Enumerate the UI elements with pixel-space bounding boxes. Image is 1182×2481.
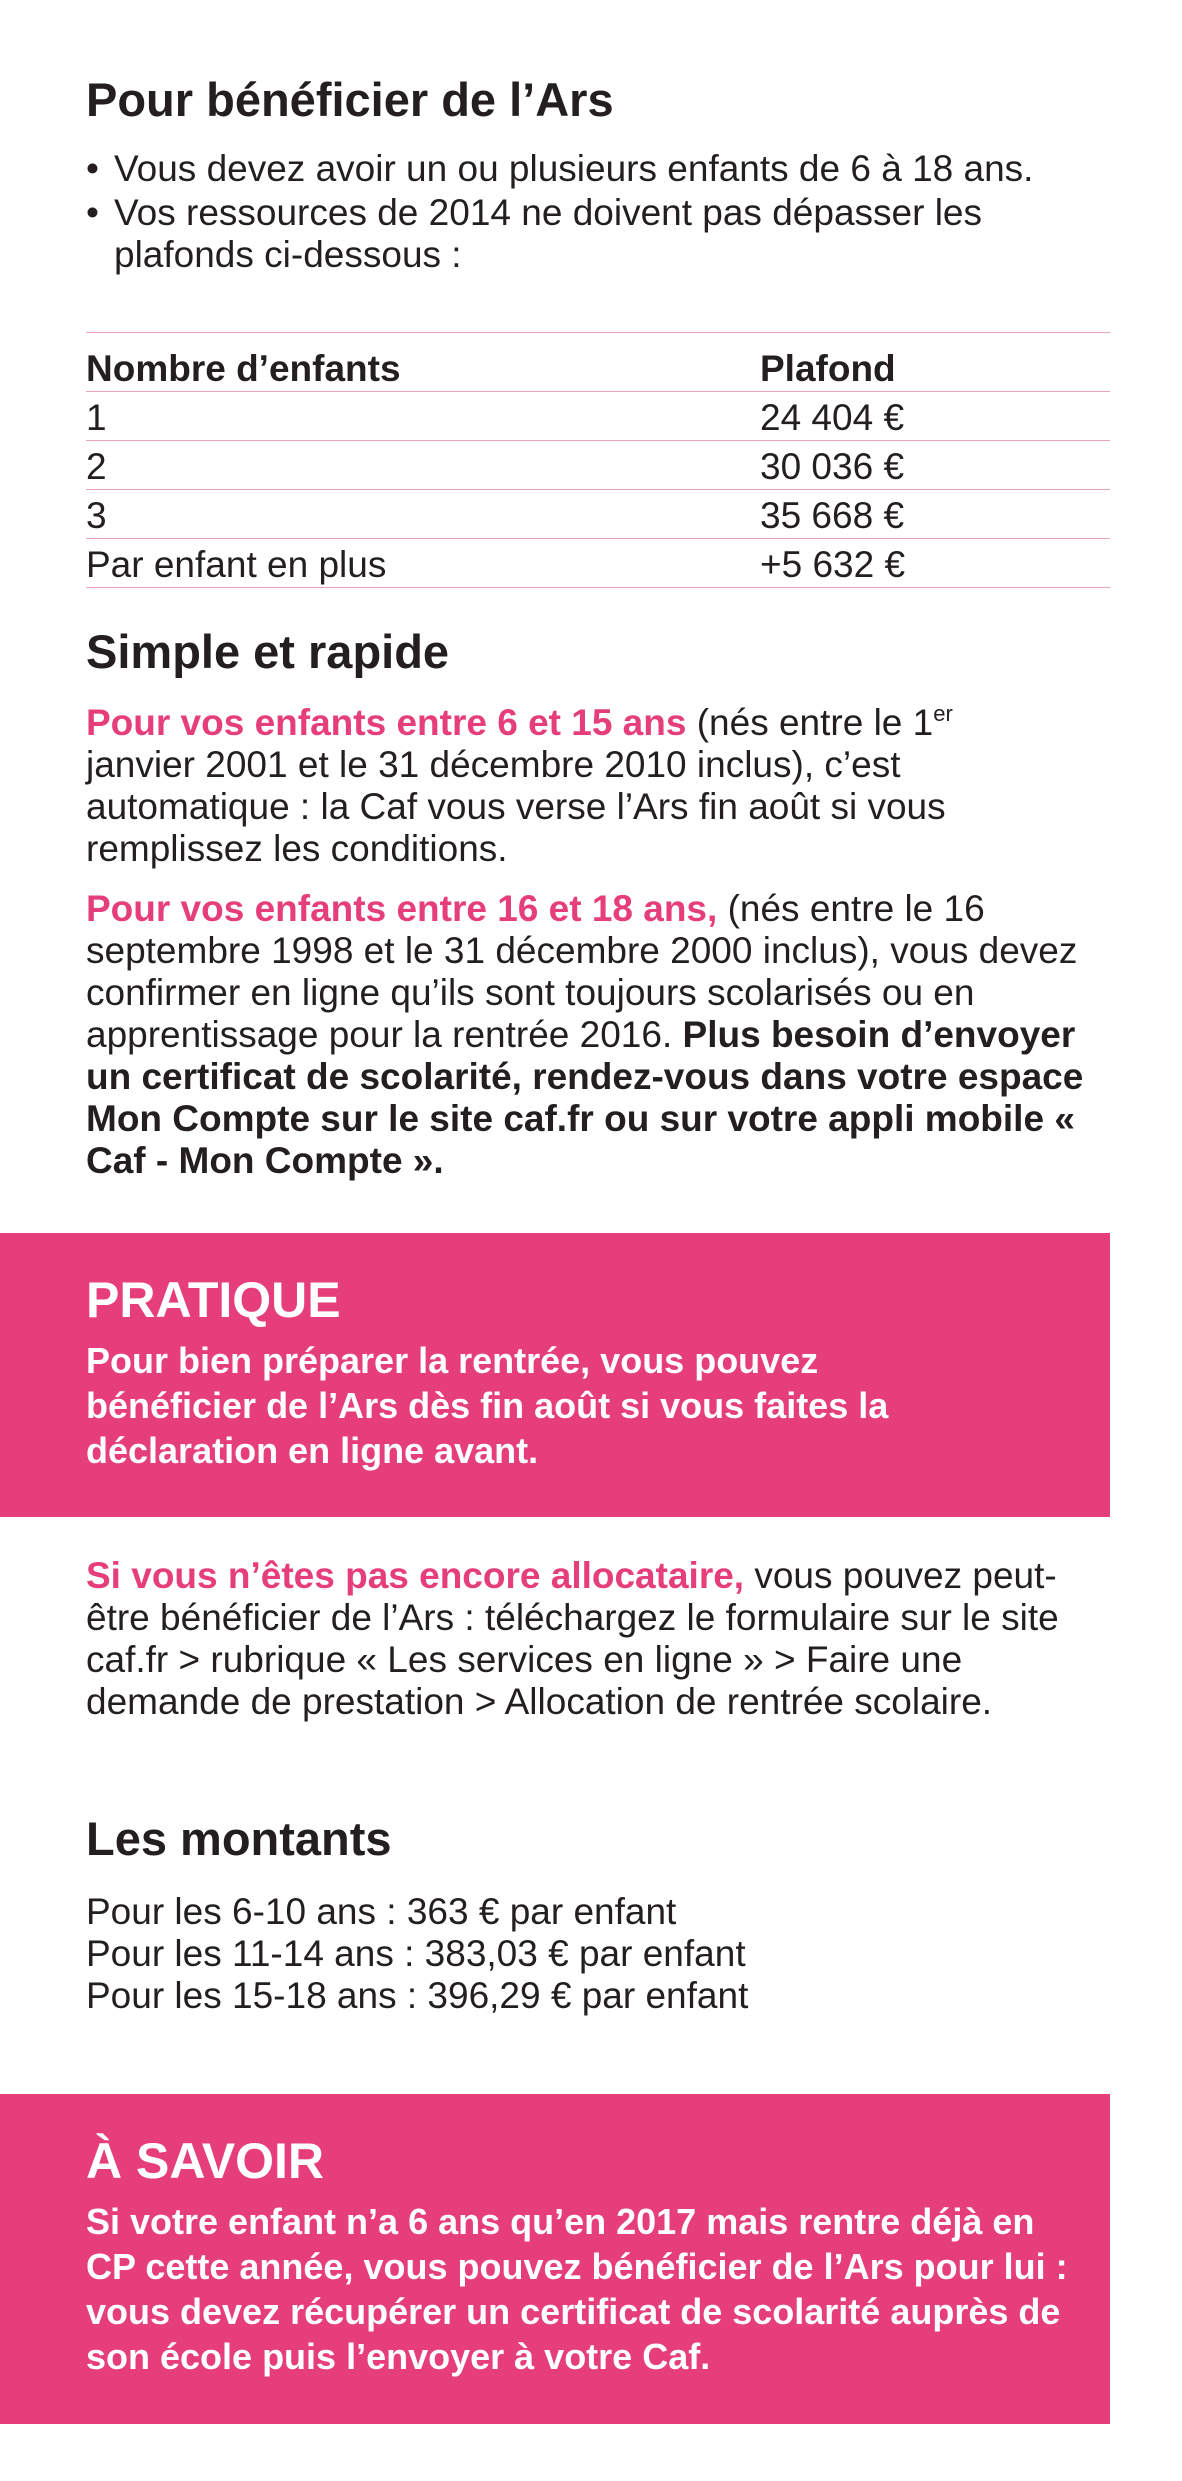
table-cell: Par enfant en plus: [86, 539, 760, 588]
table-cell: +5 632 €: [760, 539, 1110, 588]
simple-highlight-1: Pour vos enfants entre 6 et 15 ans: [86, 701, 687, 743]
eligibility-list: [86, 148, 1110, 276]
simple-section: [86, 626, 1110, 1182]
montants-section: [86, 1813, 1110, 2017]
montant-line: Pour les 6-10 ans : 363 € par enfant: [86, 1890, 677, 1932]
table-row: [86, 490, 1110, 539]
montants-list: [86, 1891, 1110, 2017]
non-allocataire-paragraph: [86, 1555, 1110, 1723]
pratique-title: PRATIQUE: [86, 1272, 341, 1328]
montants-title: Les montants: [86, 1812, 392, 1865]
simple-text-2: (nés entre le 16 septembre 1998 et le 31 décembre 2000 inclus), vous devez confirmer en ligne qu’ils sont toujours scolarisés ou en apprentissage pour la rentrée 2016.: [86, 887, 1078, 1055]
column-header-children: Nombre d’enfants: [86, 333, 760, 392]
column-header-ceiling: Plafond: [760, 333, 1110, 392]
a-savoir-box: [0, 2094, 1110, 2424]
pratique-text: Pour bien préparer la rentrée, vous pouvez bénéficier de l’Ars dès fin août si vous faites la déclaration en ligne avant.: [86, 1340, 889, 1471]
simple-highlight-2: Pour vos enfants entre 16 et 18 ans,: [86, 887, 718, 929]
simple-paragraph-1: [86, 702, 1046, 870]
montant-line: Pour les 15-18 ans : 396,29 € par enfant: [86, 1974, 749, 2016]
eligibility-section: [86, 74, 1110, 278]
eligibility-bullet: • Vos ressources de 2014 ne doivent pas dépasser les plafonds ci-dessous :: [86, 192, 1014, 276]
simple-superscript: er: [933, 700, 953, 726]
pratique-box: [0, 1233, 1110, 1517]
table-cell: 30 036 €: [760, 441, 1110, 490]
simple-paragraph-2: [86, 888, 1110, 1182]
table-row: [86, 392, 1110, 441]
table-cell: 1: [86, 392, 760, 441]
eligibility-title: Pour bénéficier de l’Ars: [86, 73, 614, 126]
table-cell: 2: [86, 441, 760, 490]
table-row: [86, 539, 1110, 588]
table-row: [86, 441, 1110, 490]
table-header-row: [86, 333, 1110, 392]
montant-line: Pour les 11-14 ans : 383,03 € par enfant: [86, 1932, 746, 1974]
table-cell: 24 404 €: [760, 392, 1110, 441]
simple-title: Simple et rapide: [86, 625, 450, 678]
simple-bold-2: Plus besoin d’envoyer un certificat de scolarité, rendez-vous dans votre espace Mon Compte sur le site caf.fr ou sur votre appli mobile « Caf - Mon Compte ».: [86, 1013, 1084, 1181]
table-cell: 35 668 €: [760, 490, 1110, 539]
simple-text-1b: janvier 2001 et le 31 décembre 2010 inclus), c’est automatique : la Caf vous verse l’Ars fin août si vous remplissez les conditions.: [86, 743, 946, 869]
a-savoir-text: Si votre enfant n’a 6 ans qu’en 2017 mais rentre déjà en CP cette année, vous pouvez bénéficier de l’Ars pour lui : vous devez récupérer un certificat de scolarité auprès de son école puis l’envoyer à votre Caf.: [86, 2201, 1068, 2377]
non-allocataire-text: vous pouvez peut-être bénéficier de l’Ars : téléchargez le formulaire sur le site caf.fr > rubrique « Les services en ligne » > Faire une demande de prestation > Allocation de rentrée scolaire.: [86, 1555, 1059, 1722]
non-allocataire-section: [86, 1555, 1110, 1723]
non-allocataire-highlight: Si vous n’êtes pas encore allocataire,: [86, 1555, 745, 1596]
eligibility-bullet: • Vous devez avoir un ou plusieurs enfants de 6 à 18 ans.: [86, 148, 1110, 190]
simple-text-1a: (nés entre le 1: [686, 701, 934, 743]
ceiling-table: [86, 332, 1110, 588]
table-cell: 3: [86, 490, 760, 539]
a-savoir-title: À SAVOIR: [86, 2133, 324, 2189]
